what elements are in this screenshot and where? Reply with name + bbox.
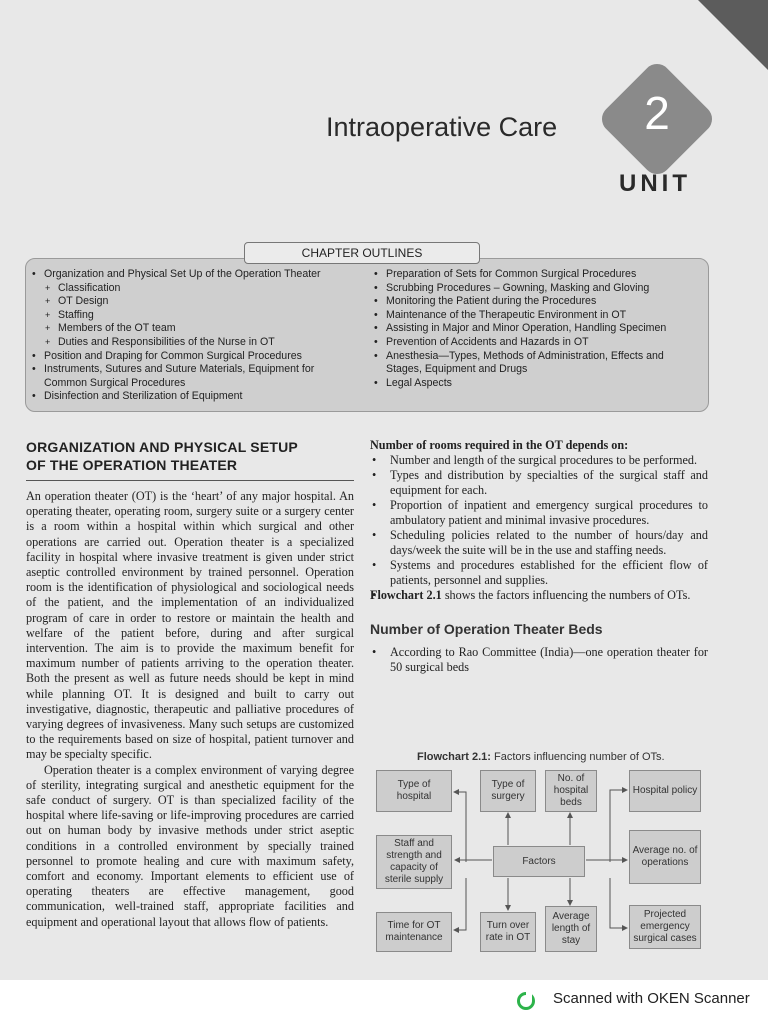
outline-item: • Scrubbing Procedures – Gowning, Masking and Gloving <box>372 282 697 296</box>
section-heading: ORGANIZATION AND PHYSICAL SETUP OF THE OPERATION THEATER <box>26 439 298 473</box>
flowchart-reference: • Flowchart 2.1 shows the factors influencing the numbers of OTs. <box>370 588 708 603</box>
rooms-bullet-item: • Number and length of the surgical procedures to be performed. <box>370 453 708 468</box>
outline-item: • Assisting in Major and Minor Operation, Handling Specimen <box>372 322 697 336</box>
rooms-bullet-item: • Systems and procedures established for the efficient flow of patients, personnel and supplies. <box>370 558 708 588</box>
beds-heading: Number of Operation Theater Beds <box>370 621 603 637</box>
outline-item: + OT Design <box>30 295 360 309</box>
rooms-heading: Number of rooms required in the OT depends on: <box>370 438 629 452</box>
outline-item: • Preparation of Sets for Common Surgical Procedures <box>372 268 697 282</box>
outline-item: + Members of the OT team <box>30 322 360 336</box>
paragraph-1: An operation theater (OT) is the ‘heart’ of any major hospital. An operating theater, operating room, surgery suite or a surgery center is a room within a hospital within which surgical and other operations are carried out. Operation theater is a specialized facility in hospital where invasive treatment is given under strict aseptic controlled environment by trained personnel. Operation room is the identification of physiological and sociological needs of the patient, and the implementation of an individualized program of care in order to restore or maintain the health and welfare of the patient before, during and after surgical intervention. The aim is to provide the maximum benefit for maximum number of patients arriving to the operation theater. Both the present as well as future needs should be kept in mind while planning OT. It is designed and built to carry out investigative, diagnostic, therapeutic and palliative procedures of varying degrees of invasiveness. Many such setups are customized to the requirements based on size of hospital, patient turnover and may be specialty specific. <box>26 489 354 762</box>
flow-projected-emergency: Projected emergency surgical cases <box>629 905 701 949</box>
outline-item: • Legal Aspects <box>372 377 697 391</box>
flow-time-for-ot-maintenance: Time for OT maintenance <box>376 912 452 952</box>
flow-factors-center: Factors <box>493 846 585 877</box>
rooms-bullet-item: • Types and distribution by specialties of the surgical staff and equipment for each. <box>370 468 708 498</box>
flow-type-of-hospital: Type of hospital <box>376 770 452 812</box>
flow-type-of-surgery: Type of surgery <box>480 770 536 812</box>
flow-turn-over-rate: Turn over rate in OT <box>480 912 536 952</box>
outline-item: • Position and Draping for Common Surgical Procedures <box>30 350 360 364</box>
paragraph-2: Operation theater is a complex environment of varying degree of sterility, integrating surgical and anesthetic equipment for the safe conduct of surgery. OT is than specialized facility of the hospital where life-saving or life-improving procedures are carried out on human body by invasive methods under strict aseptic conditions in a controlled environment by specially trained personnel to promote healing and cure with maximum safety, comfort and economy. Important elements to efficient use of operating theaters are effective management, good communication, well-trained staff, appropriate facilities and equipment and operational layout that allows flow of patients. <box>26 762 354 929</box>
rooms-bullet-item: • Scheduling policies related to the number of hours/day and days/week the suite will be in the use and staffing needs. <box>370 528 708 558</box>
unit-number: 2 <box>644 87 670 139</box>
outline-item: • Disinfection and Sterilization of Equipment <box>30 390 360 404</box>
chapter-title: Intraoperative Care <box>326 112 558 142</box>
chapter-outline-heading: CHAPTER OUTLINES <box>244 242 480 264</box>
beds-bullet: • According to Rao Committee (India)—one operation theater for 50 surgical beds <box>370 645 708 675</box>
scanner-watermark-text: Scanned with OKEN Scanner <box>553 990 750 1007</box>
outline-item: • Monitoring the Patient during the Procedures <box>372 295 697 309</box>
outline-item: • Organization and Physical Set Up of the Operation Theater <box>30 268 360 282</box>
flow-average-operations: Average no. of operations <box>629 830 701 884</box>
unit-label: UNIT <box>619 170 691 197</box>
oken-scanner-logo-icon <box>517 992 535 1010</box>
outline-item: • Anesthesia—Types, Methods of Administration, Effects and Stages, Equipment and Drugs <box>372 350 697 377</box>
flowchart-caption: Flowchart 2.1: Factors influencing number of OTs. <box>417 751 665 763</box>
outline-item: + Staffing <box>30 309 360 323</box>
outline-item: • Maintenance of the Therapeutic Environment in OT <box>372 309 697 323</box>
rooms-bullet-item: • Proportion of inpatient and emergency surgical procedures to ambulatory patient and minimal invasive procedures. <box>370 498 708 528</box>
outline-item: + Duties and Responsibilities of the Nurse in OT <box>30 336 360 350</box>
outline-item: • Instruments, Sutures and Suture Materials, Equipment for Common Surgical Procedures <box>30 363 360 390</box>
flow-staff-strength: Staff and strength and capacity of sterile supply <box>376 835 452 889</box>
outline-item: • Prevention of Accidents and Hazards in OT <box>372 336 697 350</box>
flow-hospital-policy: Hospital policy <box>629 770 701 812</box>
outline-item: + Classification <box>30 282 360 296</box>
flow-no-of-hospital-beds: No. of hospital beds <box>545 770 597 812</box>
flow-average-length-of-stay: Average length of stay <box>545 906 597 952</box>
